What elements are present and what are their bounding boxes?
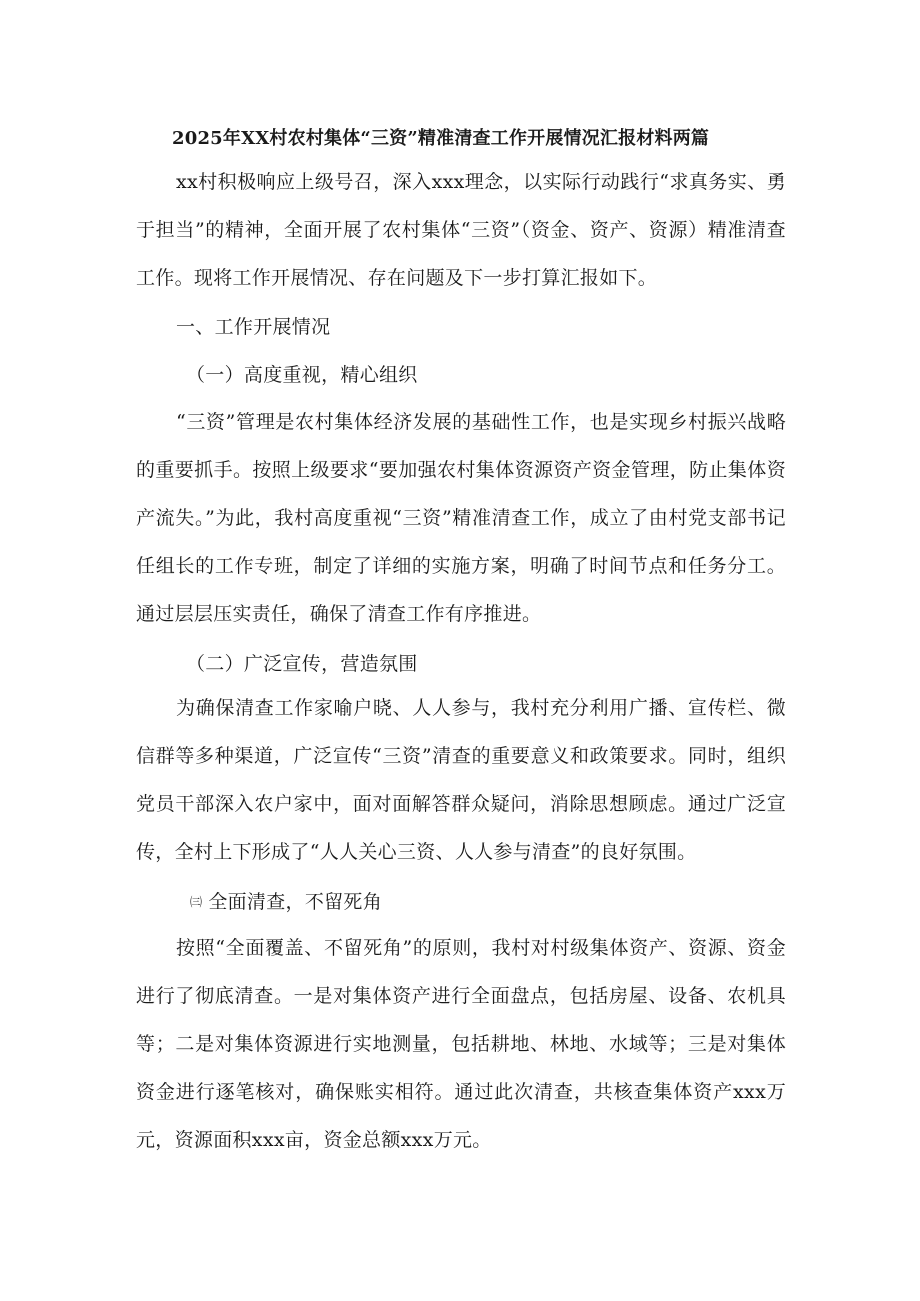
subsection-body-1: “三资”管理是农村集体经济发展的基础性工作，也是实现乡村振兴战略的重要抓手。按照上级要求“要加强农村集体资源资产资金管理，防止集体资产流失。”为此，我村高度重视“三资”精准清查工作，成立了由村党支部书记任组长的工作专班，制定了详细的实施方案，明确了时间节点和任务分工。通过层层压实责任，确保了清查工作有序推进。 (136, 411, 786, 625)
subsection-body-3: 按照“全面覆盖、不留死角”的原则，我村对村级集体资产、资源、资金进行了彻底清查。一是对集体资产进行全面盘点，包括房屋、设备、农机具等；二是对集体资源进行实地测量，包括耕地、林地、水域等；三是对集体资金进行逐笔核对，确保账实相符。通过此次清查，共核查集体资产xxx万元，资源面积xxx亩，资金总额xxx万元。 (136, 937, 786, 1151)
subsection-heading-3 (190, 887, 382, 914)
subsection-body-2: 为确保清查工作家喻户晓、人人参与，我村充分利用广播、宣传栏、微信群等多种渠道，广泛宣传“三资”清查的重要意义和政策要求。同时，组织党员干部深入农户家中，面对面解答群众疑问，消除思想顾虑。通过广泛宣传，全村上下形成了“人人关心三资、人人参与清查”的良好氛围。 (136, 697, 786, 863)
subsection-heading-3-text: 全面清查，不留死角 (208, 891, 383, 913)
subsection-heading-1: （一）高度重视，精心组织 (186, 364, 418, 386)
document-title: 2025年XX村农村集体“三资”精准清查工作开展情况汇报材料两篇 (172, 128, 710, 149)
subsection-heading-2: （二）广泛宣传，营造氛围 (186, 653, 418, 675)
intro-paragraph: xx村积极响应上级号召，深入xxx理念，以实际行动践行“求真务实、勇于担当”的精神，全面开展了农村集体“三资”（资金、资产、资源）精准清查工作。现将工作开展情况、存在问题及下一步打算汇报如下。 (136, 171, 786, 289)
section-heading-1: 一、工作开展情况 (176, 316, 331, 338)
subsection-number-mark: ㈢ (190, 895, 203, 909)
